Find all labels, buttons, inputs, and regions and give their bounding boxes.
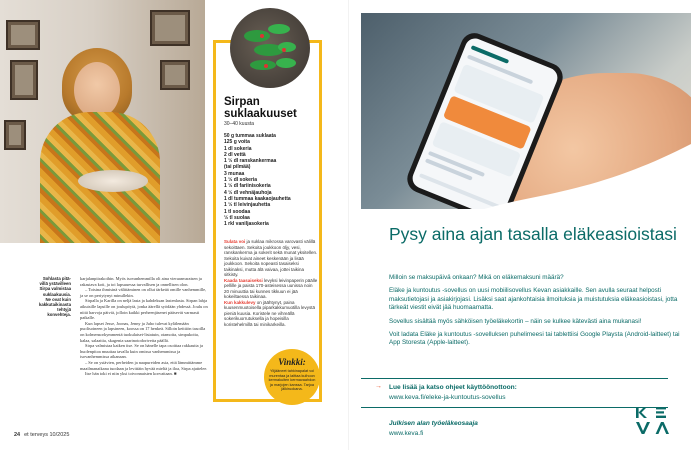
intro-paragraph: Eläke ja kuntoutus -sovellus on uusi mobiilisovellus Kevan asiakkaille. Sen avulla seuraat helposti maksutietojasi ja asiakirjojasi. Lisäksi saat ajankohtaisia ilmoituksia ja muistutuksia eläkeasioistasi, jotta tärkeät viestit eivät jää huomaamatta.	[389, 287, 678, 312]
method-step: Sulata voi ja suklaa mikrossa varovasti välillä sekoittaen. Sekoita joukkoon öljy, vesi, ranskankerma ja sokerit sekä munat yksitellen. Sekoita kuivat aineet keskenään ja lisää joukkoon. Sekoita nopeasti tasaiseksi taikinaksi, mutta älä vaivaa, jottei taikina sitkisty.	[224, 239, 318, 277]
ingredient-item: 4 ½ dl vehnäjauhoja	[224, 189, 272, 196]
ingredient-item: 125 g voita	[224, 139, 250, 146]
cta-link[interactable]: www.keva.fi/eleke-ja-kuntoutus-sovellus	[389, 393, 506, 401]
intro-paragraph: Milloin se maksupäivä onkaan? Mikä on eläkemaksuni määrä?	[389, 274, 564, 281]
recipe-yield: 30–40 kuusta	[224, 121, 255, 127]
ingredient-item: 1 ½ dl fariinisokeria	[224, 183, 271, 190]
ingredient-item: 50 g tummaa suklaata	[224, 133, 276, 139]
article-paragraph: Itse hän toki ei niin yksi toivonnaisten korvattaan. ■	[85, 371, 177, 377]
recipe-title: Sirpan suklaakuuset	[224, 96, 297, 120]
portrait-photo	[0, 0, 205, 243]
dish-photo	[230, 8, 310, 88]
publisher-block	[389, 419, 478, 438]
article-paragraph: karjalanpiirakoihin. Myös isovanhemmilla oli aina vieraanvaraisen ja rakastava koti, ja toi lapsuuessa turvallisen ja onnellisen olon.	[80, 276, 202, 287]
ingredient-item: 1 rkl vaniljasokeria	[224, 221, 269, 228]
tip-title: Vinkki:	[278, 357, 306, 367]
intro-paragraph: Voit ladata Eläke ja kuntoutus -sovelluksen puhelimeesi tai tablettiisi Google Playsta (Android-laitteet) tai App Storesta (Apple-laitteet).	[389, 331, 680, 347]
ingredient-item: 2 dl vettä	[224, 151, 246, 158]
ingredient-item: (tai pilmää)	[224, 164, 251, 171]
photo-caption: Sohlasta pitä- villä ystävilleen Sirpa valmistaa suklaakuusia. Ne ovat kuin kakkutaikinasta tehtyjä konvehteja.	[38, 276, 71, 318]
ingredient-item: ½ tl suolaa	[224, 214, 250, 221]
cta-lead: Lue lisää ja katso ohjeet käyttöönottoon:	[389, 384, 517, 391]
method-step: Kaada taasaiseksi levyksi leivinpaperin päälle pellille ja paista 170-asteisessa uunissa noin 20 minuuttia tai kunnes tikkuun ei jää kokeiltaessa taikinaa.	[224, 277, 318, 299]
ingredient-item: 1 ½ dl sokeria	[224, 177, 258, 184]
method-step: Kun kakkulevy on jäähtynyt, paina kuusenmuotoisella piparkakkumuotilla levystä pieniä kuusia. Koristele ne vihreällä sokerikuorrutuksella ja hopeisilla koristehelmillä tai minikarkeilla.	[224, 299, 316, 327]
article-body	[80, 276, 208, 377]
magazine-issue: et terveys 10/2025	[24, 432, 70, 438]
ingredient-item: 3 munaa	[224, 170, 245, 177]
ingredient-item: 1 tl soodaa	[224, 208, 251, 215]
publisher-title: Julkisen alan työeläkeosaaja	[389, 420, 478, 427]
page-number: 24	[14, 432, 21, 438]
ingredient-item: 1 ½ dl ranskankermaa	[224, 158, 277, 165]
keva-logo	[634, 404, 676, 436]
article-paragraph: Sirpalla ja Karilla on neljä lasta ja kahdeksan lastenlasta. Sirpan lahja aikuisille lapsille on joulupöytä, jonka äärellä syödään yhdessä. Joulu on niitä harvoja päiviä, jolloin kaikki perheenjäsenet pääsevät varmasti paikalle.	[80, 298, 208, 321]
cta-text	[389, 383, 639, 402]
ingredient-list	[224, 133, 319, 227]
arrow-right-icon: →	[375, 383, 382, 390]
ingredient-item: 1 ½ tl leivinjauhetta	[224, 202, 271, 209]
recipe-method	[224, 239, 318, 327]
publisher-url[interactable]: www.keva.fi	[389, 429, 424, 437]
page-footer	[14, 432, 69, 438]
intro-text	[389, 274, 684, 353]
ingredient-item: 1 dl sokeria	[224, 145, 252, 152]
article-paragraph: – Se on ystävien, perheiden ja naapureiden asia, että lämmittämme maailmanaikana tuodaan ja levittäin hyvää mieltä ja iloa, Sirpa ajattelee.	[80, 359, 208, 371]
headline: Pysy aina ajan tasalla eläkeasioistasi	[389, 224, 677, 244]
article-paragraph: Kun lapset Jesse, Joonas, Jenny ja Juho tulevat kylälemään puolisoineen ja lapsineen, koossa on 17 henkeä. Silloin keittiön tasoilla on kolmensorkymmentä tuokulaiset-listatuin, otamoita, simpukoita, kalaa, salaattia, skagenia saarinotodoriveita päällä.	[80, 320, 206, 343]
article-paragraph: – Toisina ihmisinä välittäminen on ollut tärkeää omille vanhemmille, ja se on periytynyt minullekin.	[80, 287, 207, 298]
page-gutter	[348, 0, 349, 450]
intro-paragraph: Sovellus sisältää myös sähköisen työeläkekortin – näin se kulkee kätevästi aina mukanasi!	[389, 317, 642, 325]
ingredient-item: 1 dl tummaa kaakaojauhetta	[224, 195, 291, 202]
tip-text: Ylijääneet tahkinapalat voi murentaa ja laittaa kulhoon kermakuiten kermavaahdon ja marjojen kanssa. Tarjoa jälkiruokana.	[268, 369, 316, 392]
article-paragraph: Sirpa valmistaa kaiken itse. Se on hänelle tapa osoittaa rakkautta ja huolenpitoa muuttaa tavalla kuin omissa vanhemmissa ja isovanhemmissa aikanaan.	[80, 343, 203, 360]
